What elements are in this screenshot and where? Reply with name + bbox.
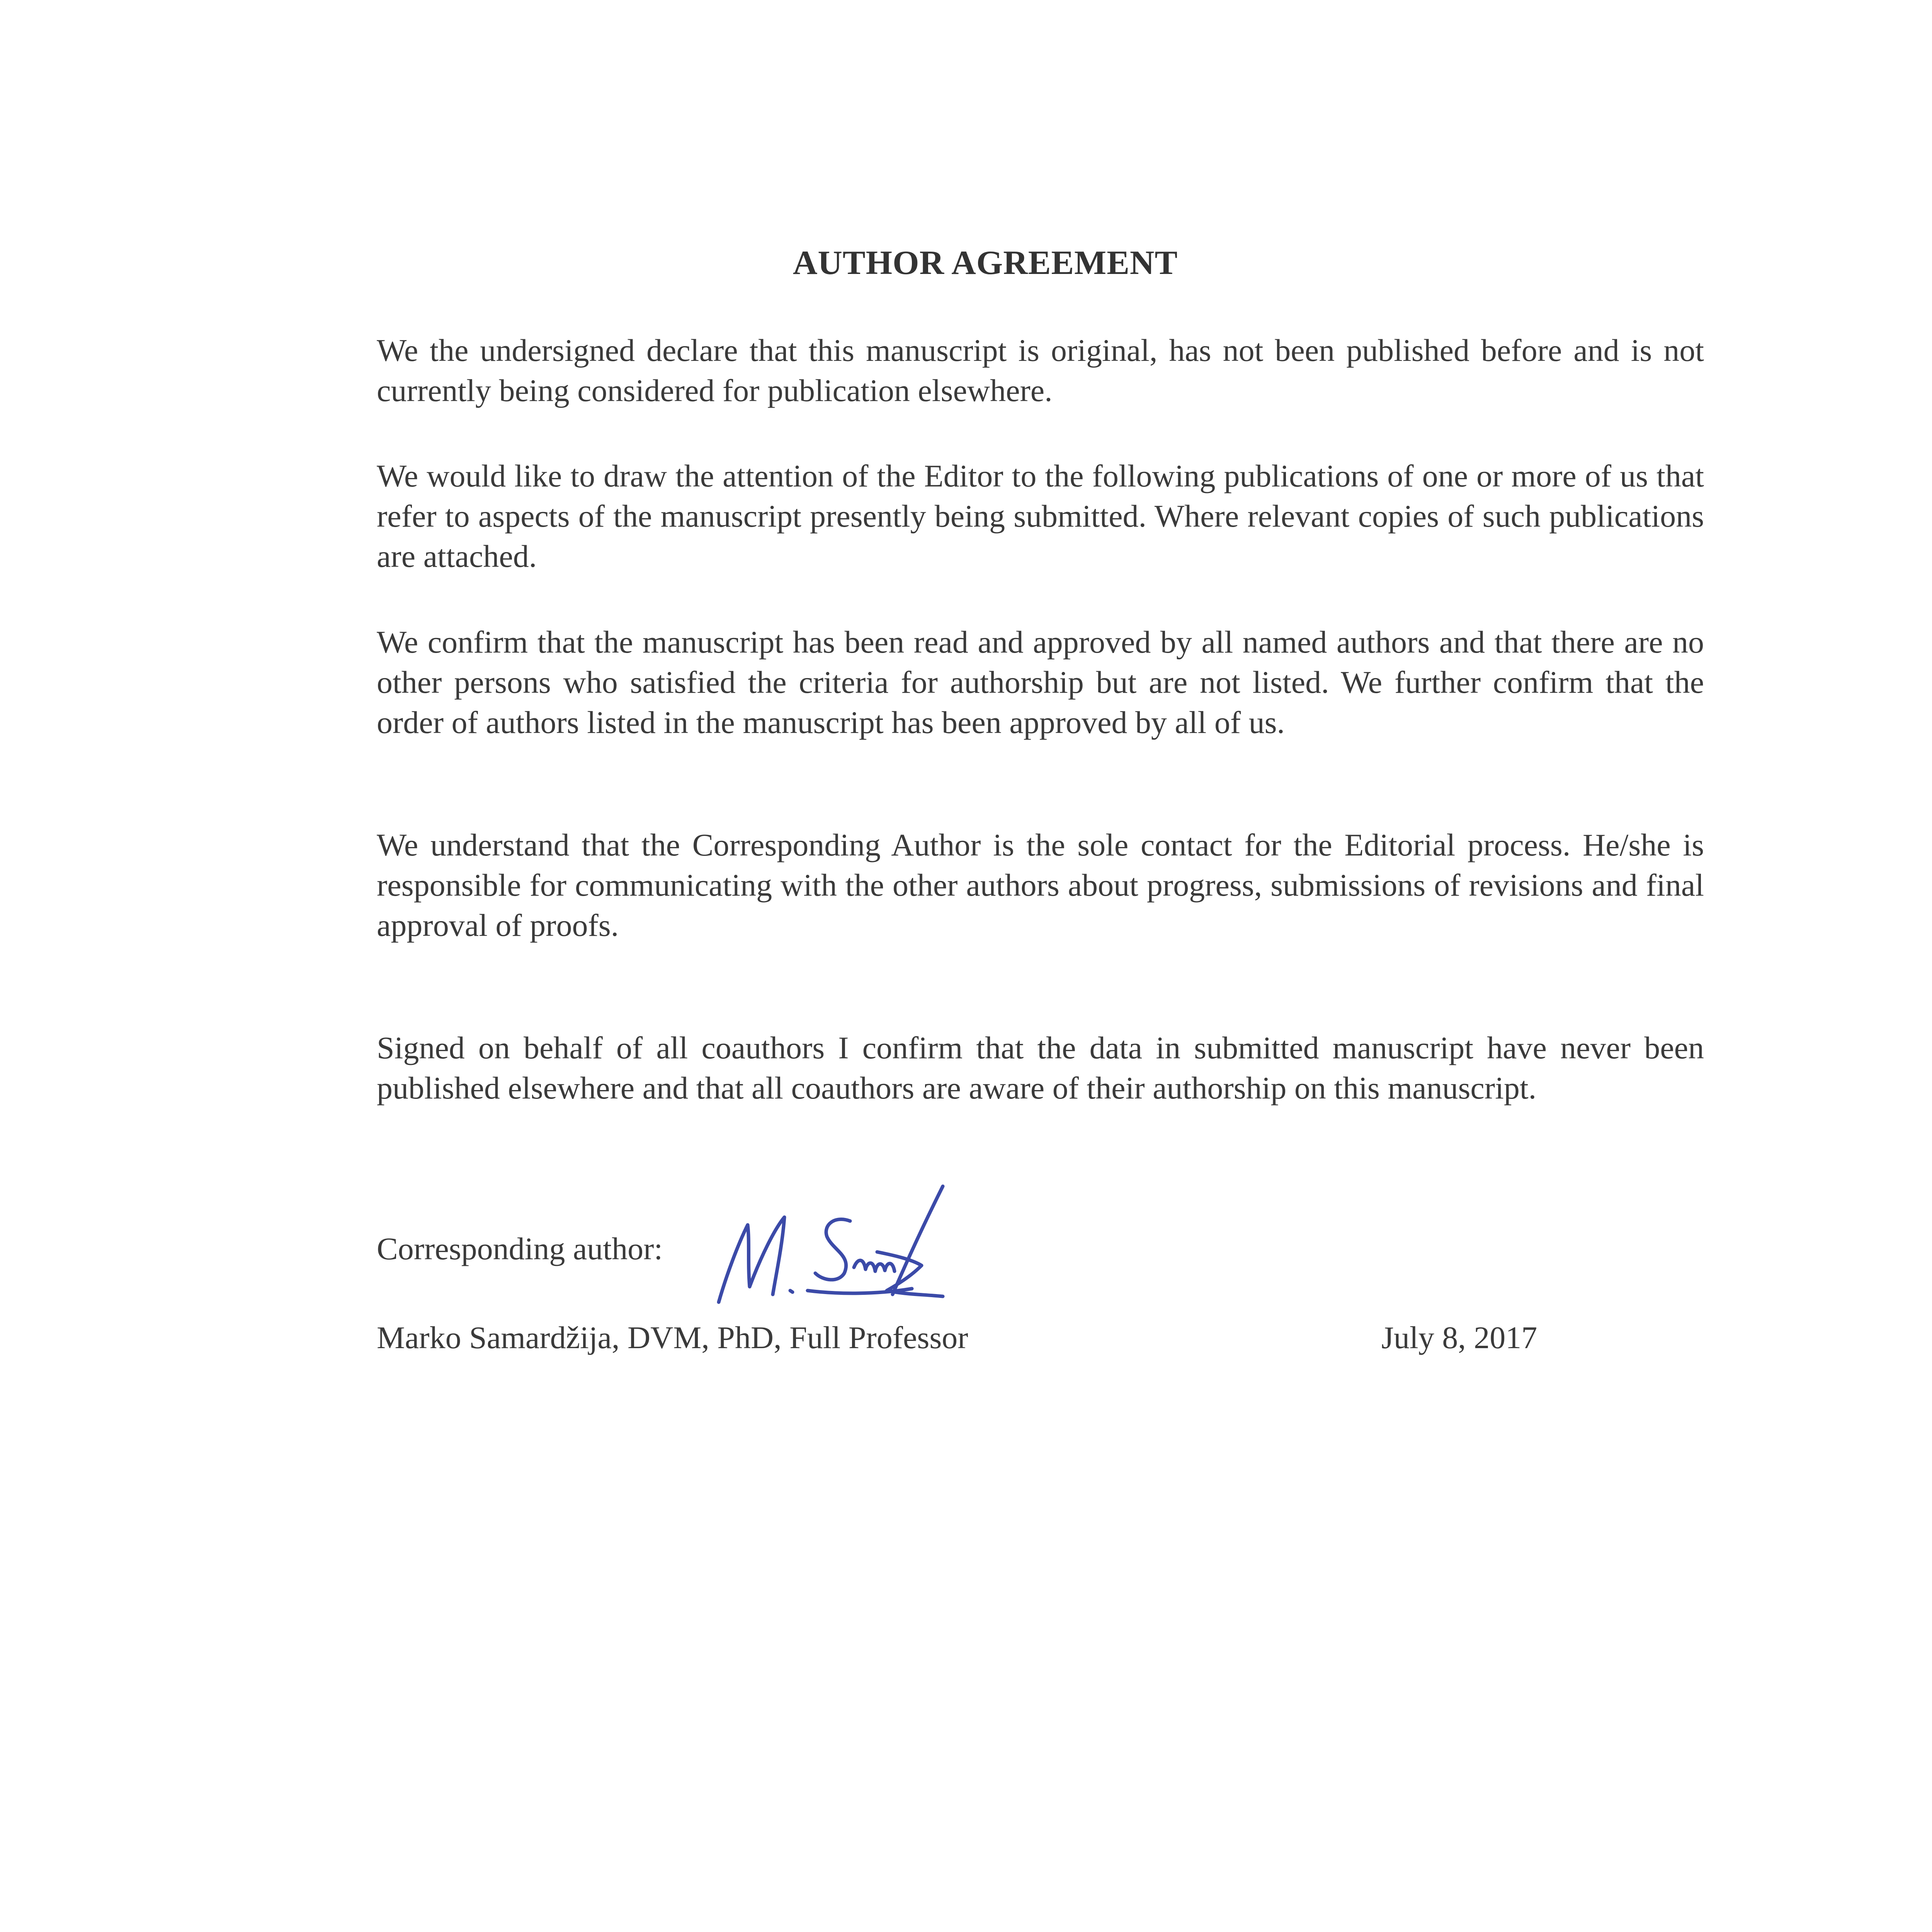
handwritten-signature — [711, 1179, 989, 1325]
paragraph-coauthor-confirmation: Signed on behalf of all coauthors I confirm that the data in submitted manuscript have never been published elsewhere and that all coauthors are aware of their authorship on this manuscript. — [377, 1030, 1704, 1105]
paragraph-corresponding-author: We understand that the Corresponding Author is the sole contact for the Editorial process. He/she is responsible for communicating with the other authors about progress, submissions of revisions and final approval of proofs. — [377, 827, 1704, 943]
paragraph-originality: We the undersigned declare that this manuscript is original, has not been published before and is not currently being considered for publication elsewhere. — [377, 333, 1704, 408]
signature-date: July 8, 2017 — [1381, 1320, 1537, 1355]
author-name-line: Marko Samardžija, DVM, PhD, Full Professor — [377, 1320, 968, 1355]
corresponding-author-label: Corresponding author: — [377, 1231, 663, 1266]
paragraph-related-publications: We would like to draw the attention of the Editor to the following publications of one or more of us that refer to aspects of the manuscript presently being submitted. Where relevant copies of such publications are attached. — [377, 458, 1704, 574]
paragraph-author-approval: We confirm that the manuscript has been read and approved by all named authors and that there are no other persons who satisfied the criteria for authorship but are not listed. We further confirm that the order of authors listed in the manuscript has been approved by all of us. — [377, 624, 1704, 740]
document-title: AUTHOR AGREEMENT — [793, 244, 1178, 282]
